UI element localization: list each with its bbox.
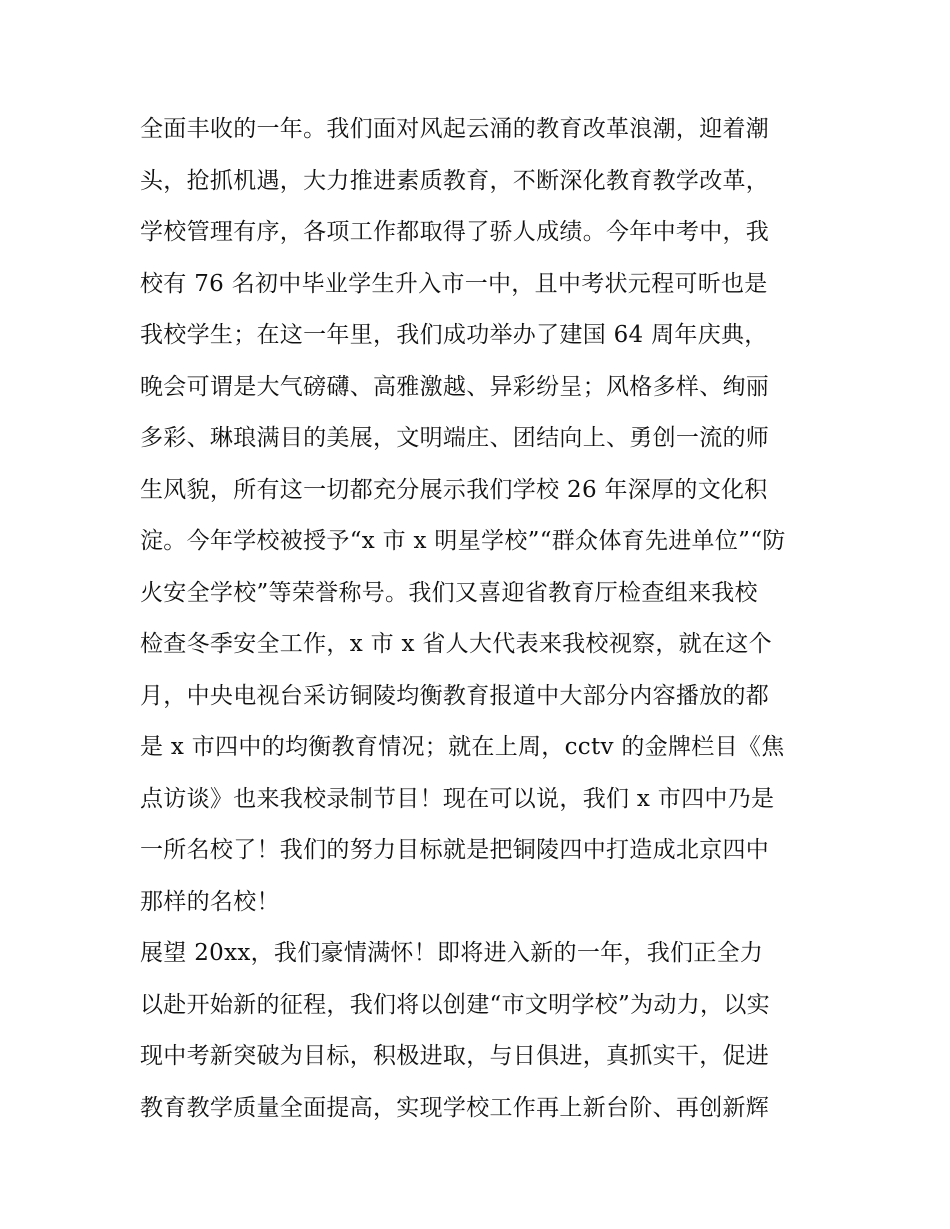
text-line-3: 学校管理有序，各项工作都取得了骄人成绩。今年中考中，我 <box>140 219 770 245</box>
text-line-20: 教育教学质量全面提高，实现学校工作再上新台阶、再创新辉 <box>140 1094 770 1121</box>
text-line-19: 现中考新突破为目标，积极进取，与日俱进，真抓实干，促进 <box>140 1043 770 1069</box>
text-line-9: 淀。今年学校被授予“x 市 x 明星学校”“群众体育先进单位”“防 <box>140 528 786 554</box>
text-line-8: 生风貌，所有这一切都充分展示我们学校 26 年深厚的文化积 <box>140 476 768 503</box>
text-line-7: 多彩、琳琅满目的美展，文明端庄、团结向上、勇创一流的师 <box>140 425 770 451</box>
text-line-1: 全面丰收的一年。我们面对风起云涌的教育改革浪潮，迎着潮 <box>140 116 770 142</box>
text-line-17: 展望 20xx，我们豪情满怀！即将进入新的一年，我们正全力 <box>140 940 764 966</box>
text-line-12: 月，中央电视台采访铜陵均衡教育报道中大部分内容播放的都 <box>140 682 770 709</box>
text-line-11: 检查冬季安全工作，x 市 x 省人大代表来我校视察，就在这个 <box>140 631 772 657</box>
text-line-6: 晚会可谓是大气磅礴、高雅激越、异彩纷呈；风格多样、绚丽 <box>140 373 770 400</box>
text-line-13: 是 x 市四中的均衡教育情况；就在上周，cctv 的金牌栏目《焦 <box>140 734 785 760</box>
text-line-10: 火安全学校”等荣誉称号。我们又喜迎省教育厅检查组来我校 <box>140 579 758 606</box>
text-line-15: 一所名校了！我们的努力目标就是把铜陵四中打造成北京四中 <box>140 837 770 863</box>
text-line-4: 校有 76 名初中毕业学生升入市一中，且中考状元程可昕也是 <box>140 270 768 297</box>
text-line-5: 我校学生；在这一年里，我们成功举办了建国 64 周年庆典， <box>140 322 768 348</box>
text-line-18: 以赴开始新的征程，我们将以创建“市文明学校”为动力，以实 <box>140 991 770 1018</box>
text-line-14: 点访谈》也来我校录制节目！现在可以说，我们 x 市四中乃是 <box>140 785 775 812</box>
text-line-16: 那样的名校！ <box>140 888 280 915</box>
body-text <box>140 104 830 1134</box>
text-line-2: 头，抢抓机遇，大力推进素质教育，不断深化教育教学改革， <box>140 167 770 194</box>
